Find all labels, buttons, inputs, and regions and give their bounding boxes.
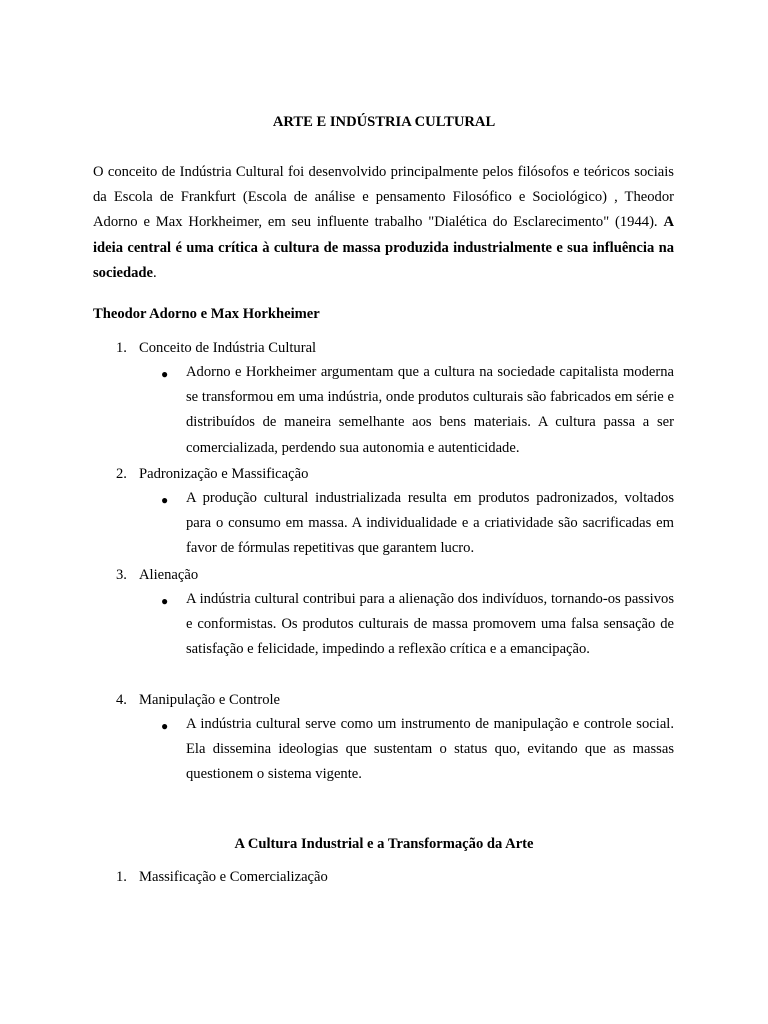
list-item — [116, 867, 328, 887]
list-item-label: Conceito de Indústria Cultural — [139, 340, 317, 356]
list-item-label: Padronização e Massificação — [139, 466, 309, 482]
bullet-paragraph: A produção cultural industrializada resulta em produtos padronizados, voltados para o consumo em massa. A individualidade e a criatividade são sacrificadas em favor de fórmulas repetitivas que garantem lucro. — [186, 490, 674, 557]
bullet-icon: ● — [161, 367, 169, 381]
bullet-icon: ● — [161, 493, 169, 507]
list-item — [116, 565, 198, 585]
document-title: ARTE E INDÚSTRIA CULTURAL — [272, 114, 496, 130]
intro-paragraph — [93, 160, 674, 286]
bullet-icon: ● — [161, 719, 169, 733]
intro-bold-text: A ideia central é uma crítica à cultura de massa produzida industrialmente e sua influência na sociedade — [93, 214, 674, 281]
intro-text: O conceito de Indústria Cultural foi desenvolvido principalmente pelos filósofos e teóricos sociais da Escola de Frankfurt (Escola de análise e pensamento Filosófico e Sociológico) , Theodor Adorno e Max Horkheimer, em seu influente trabalho "Dialética do Esclarecimento" (1944). — [93, 164, 674, 231]
list-item-label: Massificação e Comercialização — [139, 869, 328, 885]
list-item-number: 4. — [116, 692, 127, 708]
section-heading-adorno-horkheimer: Theodor Adorno e Max Horkheimer — [93, 306, 320, 322]
list-item — [116, 464, 308, 484]
list-item-number: 2. — [116, 466, 127, 482]
section-heading-cultura-industrial: A Cultura Industrial e a Transformação da Arte — [234, 836, 534, 852]
bullet-paragraph: A indústria cultural serve como um instrumento de manipulação e controle social. Ela dissemina ideologias que sustentam o status quo, evitando que as massas questionem o sistema vigente. — [186, 716, 674, 783]
list-item-number: 3. — [116, 567, 127, 583]
bullet-paragraph: A indústria cultural contribui para a alienação dos indivíduos, tornando-os passivos e conformistas. Os produtos culturais de massa promovem uma falsa sensação de satisfação e felicidade, impedindo a reflexão crítica e a emancipação. — [186, 591, 674, 658]
list-item — [116, 690, 280, 710]
list-item — [116, 338, 316, 358]
bullet-paragraph: Adorno e Horkheimer argumentam que a cultura na sociedade capitalista moderna se transformou em uma indústria, onde produtos culturais são fabricados em série e distribuídos de maneira semelhante aos bens materiais. A cultura passa a ser comercializada, perdendo sua autonomia e autenticidade. — [186, 364, 674, 456]
list-item-label: Manipulação e Controle — [139, 692, 281, 708]
list-item-number: 1. — [116, 340, 127, 356]
list-item-number: 1. — [116, 869, 127, 885]
list-item-label: Alienação — [139, 567, 199, 583]
intro-end: . — [153, 264, 157, 281]
bullet-icon: ● — [161, 594, 169, 608]
